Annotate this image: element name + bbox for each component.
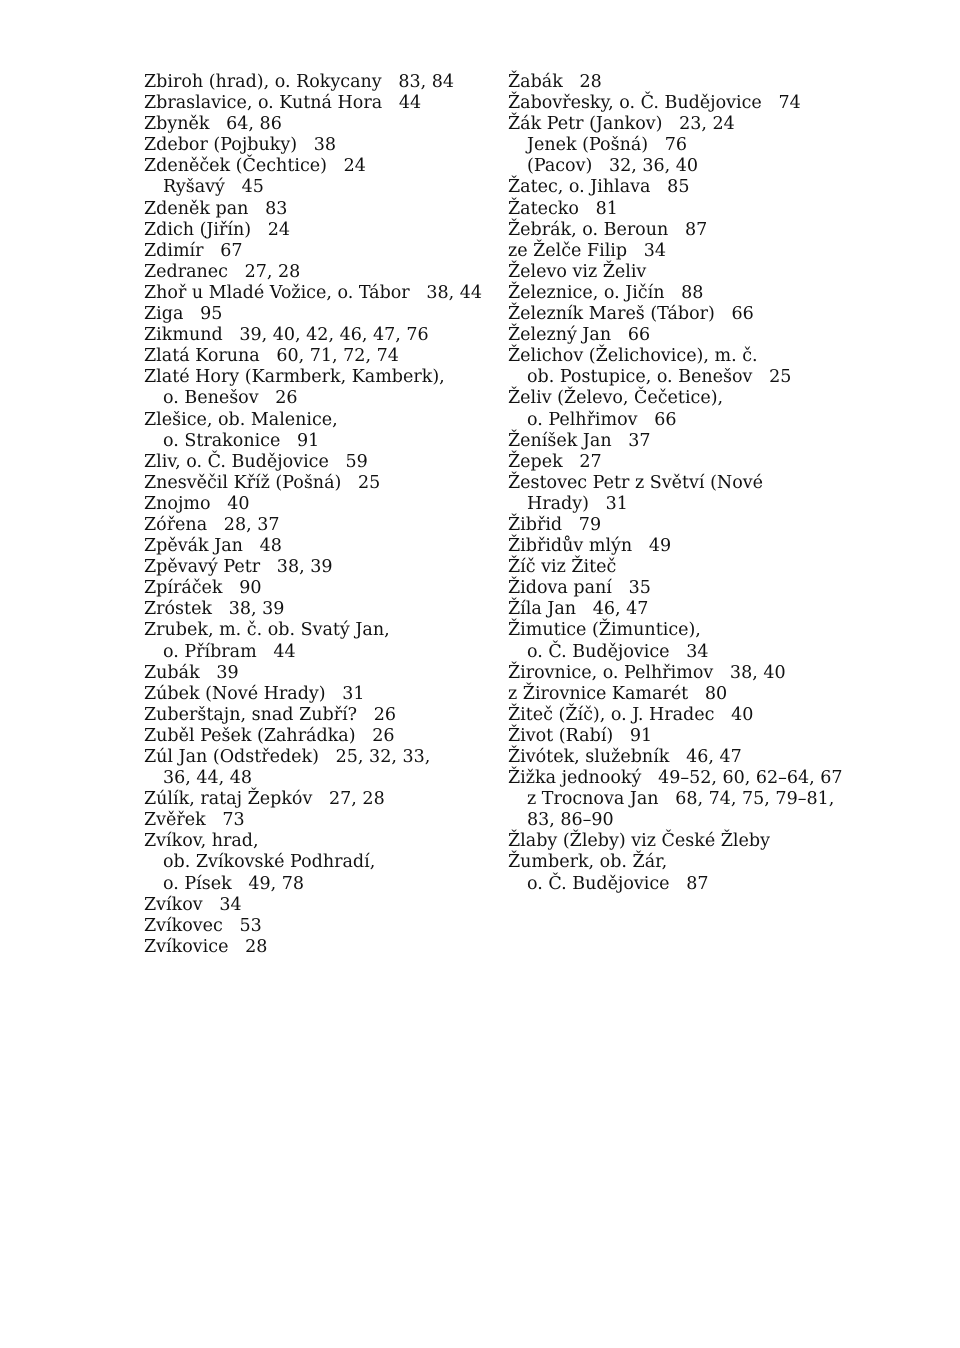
index-entry: Znojmo 40 xyxy=(144,493,250,514)
index-entry: Zuběl Pešek (Zahrádka) 26 xyxy=(144,725,395,746)
index-entry-continuation: o. Příbram 44 xyxy=(163,641,296,662)
index-entry: Živótek, služebník 46, 47 xyxy=(508,747,742,767)
index-column-right xyxy=(508,72,843,895)
index-entry: Zróstek 38, 39 xyxy=(144,599,285,620)
index-entry: Zóřena 28, 37 xyxy=(144,514,280,535)
index-entry: Zlatá Koruna 60, 71, 72, 74 xyxy=(144,346,399,367)
index-entry-continuation: Jenek (Pošná) 76 xyxy=(527,135,688,156)
index-entry: Zbraslavice, o. Kutná Hora 44 xyxy=(144,93,422,114)
index-entry: Žumberk, ob. Žár, xyxy=(508,852,668,873)
index-entry: Zdebor (Pojbuky) 38 xyxy=(144,135,336,156)
index-entry-continuation: z Trocnova Jan 68, 74, 75, 79–81, xyxy=(527,789,835,810)
index-entry: Zpěvák Jan 48 xyxy=(144,536,282,557)
index-entry: Židova paní 35 xyxy=(508,578,651,599)
index-entry: Zvíkovice 28 xyxy=(144,936,268,957)
index-entry-continuation: 83, 86–90 xyxy=(527,810,614,831)
index-entry: Zedranec 27, 28 xyxy=(144,261,301,282)
index-entry-continuation: (Pacov) 32, 36, 40 xyxy=(527,156,699,177)
index-entry: Zúlík, rataj Žepkóv 27, 28 xyxy=(144,789,385,810)
index-entry-continuation: o. Č. Budějovice 87 xyxy=(527,873,709,894)
index-entry: Žestovec Petr z Světví (Nové xyxy=(508,472,763,493)
index-entry: Zvěřek 73 xyxy=(144,810,245,831)
index-entry: Žatec, o. Jihlava 85 xyxy=(508,177,690,198)
index-entry: Železník Mareš (Tábor) 66 xyxy=(508,304,754,325)
index-entry: Žižka jednooký 49–52, 60, 62–64, 67 xyxy=(508,768,843,789)
index-entry: Zubák 39 xyxy=(144,662,239,683)
index-entry: Zliv, o. Č. Budějovice 59 xyxy=(144,451,368,472)
index-entry: Želevo viz Želiv xyxy=(508,261,647,282)
index-entry: Zlaté Hory (Karmberk, Kamberk), xyxy=(144,367,445,388)
index-entry: Znesvěčil Kříž (Pošná) 25 xyxy=(144,472,381,493)
index-entry-continuation: o. Písek 49, 78 xyxy=(163,873,305,894)
index-entry: Želiv (Želevo, Čečetice), xyxy=(508,388,724,409)
index-entry: Železný Jan 66 xyxy=(508,325,651,346)
index-entry: Žíč viz Žiteč xyxy=(508,557,617,578)
index-entry: Žabovřesky, o. Č. Budějovice 74 xyxy=(508,93,801,114)
index-entry: Žimutice (Žimuntice), xyxy=(508,620,701,641)
index-entry: Žibřid 79 xyxy=(508,514,602,535)
index-entry: Žabák 28 xyxy=(508,72,602,92)
index-entry: Ženíšek Jan 37 xyxy=(508,430,651,451)
index-entry: Zvíkovec 53 xyxy=(144,915,262,936)
index-entry: Žiteč (Žíč), o. J. Hradec 40 xyxy=(508,704,754,725)
index-entry: Žibřidův mlýn 49 xyxy=(508,536,672,557)
index-entry: Zdich (Jiřín) 24 xyxy=(144,219,291,240)
index-entry: Zbyněk 64, 86 xyxy=(144,114,282,135)
index-entry: Zlešice, ob. Malenice, xyxy=(144,409,338,430)
index-entry-continuation: ob. Postupice, o. Benešov 25 xyxy=(527,367,792,388)
index-entry: Zvíkov, hrad, xyxy=(144,831,259,852)
index-entry-continuation: ob. Zvíkovské Podhradí, xyxy=(163,852,376,873)
index-entry-continuation: o. Benešov 26 xyxy=(163,388,298,409)
index-entry-continuation: 36, 44, 48 xyxy=(163,768,253,789)
index-entry-continuation: Hrady) 31 xyxy=(527,493,628,514)
index-entry: Zdeněček (Čechtice) 24 xyxy=(144,156,366,177)
index-entry: z Žirovnice Kamarét 80 xyxy=(508,683,728,704)
index-entry: Zdimír 67 xyxy=(144,240,243,261)
index-entry: Zuberštajn, snad Zubří? 26 xyxy=(144,704,397,725)
index-entry: Život (Rabí) 91 xyxy=(508,725,653,746)
index-entry: Žepek 27 xyxy=(508,451,602,472)
index-column-left xyxy=(144,72,482,958)
index-entry: Zdeněk pan 83 xyxy=(144,198,288,219)
index-entry: Želichov (Želichovice), m. č. xyxy=(508,346,758,367)
index-entry: Žlaby (Žleby) viz České Žleby xyxy=(508,831,770,852)
index-entry: Ziga 95 xyxy=(144,304,223,325)
index-entry-continuation: o. Pelhřimov 66 xyxy=(527,409,677,430)
index-entry: Zpíráček 90 xyxy=(144,578,262,599)
index-entry: Zvíkov 34 xyxy=(144,894,242,915)
index-entry-continuation: Ryšavý 45 xyxy=(163,177,264,198)
index-entry: ze Želče Filip 34 xyxy=(508,240,667,261)
index-entry: Zúl Jan (Odstředek) 25, 32, 33, xyxy=(144,747,431,767)
index-entry: Žatecko 81 xyxy=(508,198,618,219)
index-entry: Zúbek (Nové Hrady) 31 xyxy=(144,683,365,704)
index-entry: Železnice, o. Jičín 88 xyxy=(508,282,704,303)
index-entry: Žák Petr (Jankov) 23, 24 xyxy=(508,114,735,135)
index-entry-continuation: o. Č. Budějovice 34 xyxy=(527,641,709,662)
index-entry: Žebrák, o. Beroun 87 xyxy=(508,219,708,240)
index-entry: Zbiroh (hrad), o. Rokycany 83, 84 xyxy=(144,72,455,92)
index-entry: Žíla Jan 46, 47 xyxy=(508,599,649,620)
index-entry: Zpěvavý Petr 38, 39 xyxy=(144,557,333,578)
index-entry: Zikmund 39, 40, 42, 46, 47, 76 xyxy=(144,325,429,346)
index-entry: Zhoř u Mladé Vožice, o. Tábor 38, 44 xyxy=(144,282,483,303)
index-entry: Žirovnice, o. Pelhřimov 38, 40 xyxy=(508,662,786,683)
index-entry: Zrubek, m. č. ob. Svatý Jan, xyxy=(144,620,390,641)
index-entry-continuation: o. Strakonice 91 xyxy=(163,430,320,451)
